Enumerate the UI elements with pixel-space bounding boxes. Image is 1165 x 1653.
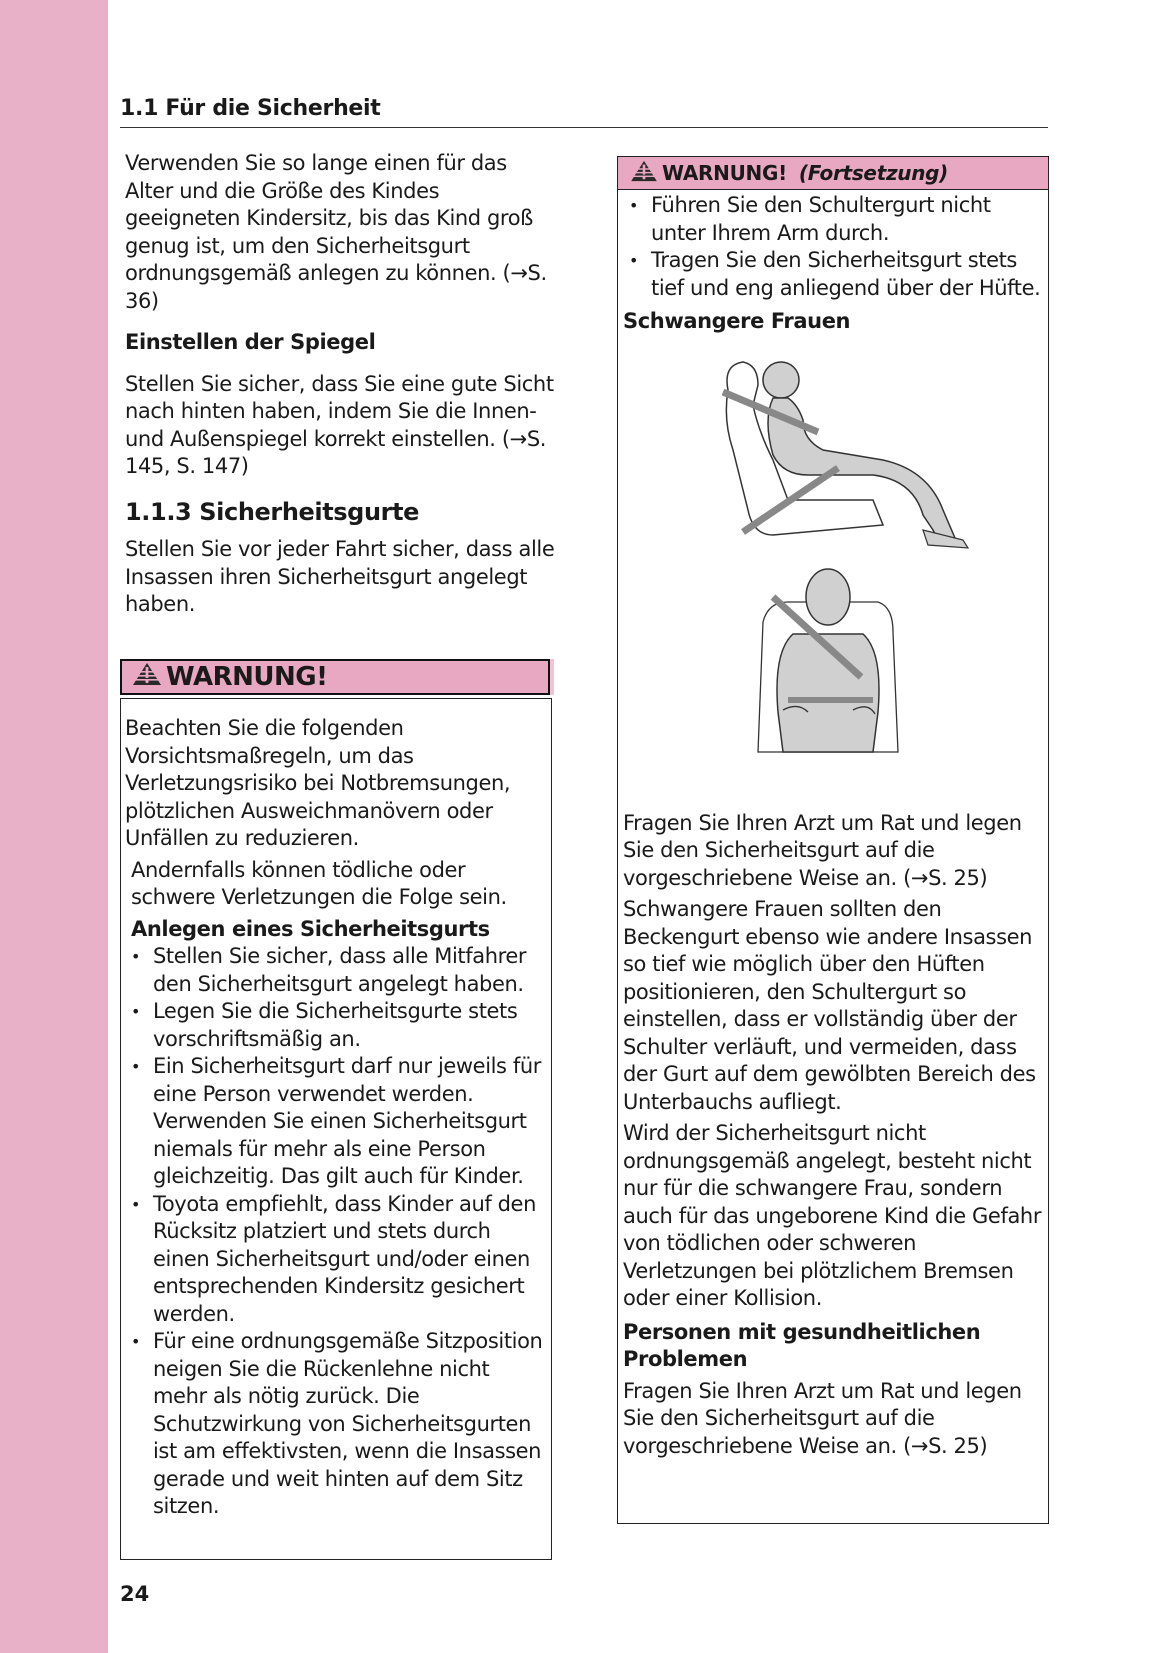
right-column-box xyxy=(617,156,1049,1524)
left-column xyxy=(125,150,555,631)
warning-bullet: • Für eine ordnungsgemäße Sitzposition neigen Sie die Rückenlehne nicht mehr als nötig zurück. Die Schutzwirkung von Sicherheitsgurten ist am effektivsten, wenn die Insassen gerade und weit hinten auf dem Sitz sitzen. xyxy=(125,1328,543,1521)
warning-continued-title: WARNUNG! xyxy=(662,161,787,185)
warning-bullet: • Legen Sie die Sicherheitsgurte stets vorschriftsmäßig an. xyxy=(125,998,543,1053)
warning-bullet: • Stellen Sie sicher, dass alle Mitfahrer den Sicherheitsgurt angelegt haben. xyxy=(125,943,543,998)
warning-continued-header xyxy=(618,157,1048,190)
warning-triangle-icon xyxy=(132,662,162,693)
pregnant-paragraph: Wird der Sicherheitsgurt nicht ordnungsgemäß angelegt, besteht nicht nur für die schwangere Frau, sondern auch für das ungeborene Kind die Gefahr von tödlichen oder schweren Verletzungen bei plötzlichem Bremsen oder einer Kollision. xyxy=(623,1121,1042,1310)
pregnant-woman-front-view-illustration xyxy=(623,552,1043,762)
warning-box xyxy=(120,698,552,1560)
health-paragraph: Fragen Sie Ihren Arzt um Rat und legen Sie den Sicherheitsgurt auf die vorgeschriebene Weise an. (→S. 25) xyxy=(623,1378,1022,1458)
pregnant-paragraph: Fragen Sie Ihren Arzt um Rat und legen Sie den Sicherheitsgurt auf die vorgeschriebene Weise an. (→S. 25) xyxy=(623,810,1022,890)
warning-intro: Beachten Sie die folgenden Vorsichtsmaßregeln, um das Verletzungsrisiko bei Notbremsungen, plötzlichen Ausweichmanövern oder Unfällen zu reduzieren. xyxy=(125,716,511,850)
pregnant-heading: Schwangere Frauen xyxy=(623,309,851,333)
page-number: 24 xyxy=(120,1582,150,1606)
mirrors-heading: Einstellen der Spiegel xyxy=(125,330,376,354)
warning-header xyxy=(120,659,550,695)
right-column-content xyxy=(618,190,1048,1460)
warning-continued-bullet: • Tragen Sie den Sicherheitsgurt stets tief und eng anliegend über der Hüfte. xyxy=(623,247,1042,302)
warning-consequence: Andernfalls können tödliche oder schwere Verletzungen die Folge sein. xyxy=(131,857,507,909)
warning-continued-label: (Fortsetzung) xyxy=(798,161,949,185)
pregnant-woman-side-view-illustration xyxy=(623,350,1043,550)
warning-bullet: • Toyota empfiehlt, dass Kinder auf den Rücksitz platziert und stets durch einen Sicherheitsgurt und/oder einen entsprechenden Kindersitz gesichert werden. xyxy=(125,1191,543,1329)
seatbelts-section-title: 1.1.3 Sicherheitsgurte xyxy=(125,497,420,526)
mirrors-paragraph: Stellen Sie sicher, dass Sie eine gute Sicht nach hinten haben, indem Sie die Innen- und Außenspiegel korrekt einstellen. (→S. 145, S. 147) xyxy=(125,371,554,478)
warning-subheading: Anlegen eines Sicherheitsgurts xyxy=(131,916,490,941)
health-heading: Personen mit gesundheitlichen Problemen xyxy=(623,1319,981,1371)
child-seat-paragraph: Verwenden Sie so lange einen für das Alter und die Größe des Kindes geeigneten Kindersitz, bis das Kind groß genug ist, um den Sicherheitsgurt ordnungsgemäß anlegen zu können. (→S. 36) xyxy=(125,151,547,313)
warning-continued-bullet: • Führen Sie den Schultergurt nicht unter Ihrem Arm durch. xyxy=(623,192,1042,247)
warning-triangle-icon xyxy=(630,160,658,187)
warning-bullet: • Ein Sicherheitsgurt darf nur jeweils für eine Person verwendet werden. Verwenden Sie einen Sicherheitsgurt niemals für mehr als eine Person gleichzeitig. Das gilt auch für Kinder. xyxy=(125,1053,543,1191)
seatbelts-paragraph: Stellen Sie vor jeder Fahrt sicher, dass alle Insassen ihren Sicherheitsgurt angelegt haben. xyxy=(125,537,555,616)
sidebar-stripe xyxy=(0,0,108,1653)
page-title: 1.1 Für die Sicherheit xyxy=(120,96,1048,128)
pregnant-paragraph: Schwangere Frauen sollten den Beckengurt ebenso wie andere Insassen so tief wie möglich über den Hüften positionieren, den Schultergurt so einstellen, dass er vollständig über der Schulter verläuft, und vermeiden, dass der Gurt auf dem gewölbten Bereich des Unterbauchs aufliegt. xyxy=(623,897,1036,1114)
warning-title: WARNUNG! xyxy=(166,662,328,692)
